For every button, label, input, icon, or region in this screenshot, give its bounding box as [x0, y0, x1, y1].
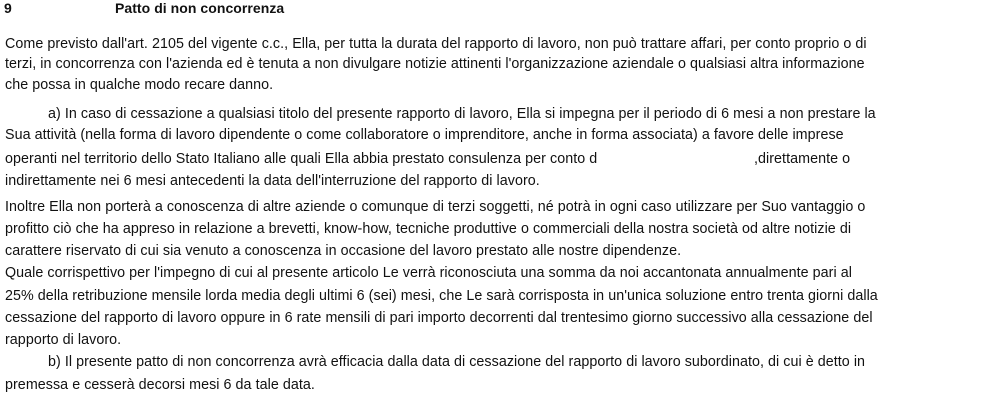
- clause-a-line-2: Sua attività (nella forma di lavoro dipendente o come collaboratore o imprenditore, anche in forma associata) a favore delle imprese: [5, 127, 844, 143]
- clause-a-line-1: a) In caso di cessazione a qualsiasi titolo del presente rapporto di lavoro, Ella si impegna per il periodo di 6 mesi a non prestare la: [48, 106, 876, 122]
- intro-line-1: Come previsto dall'art. 2105 del vigente c.c., Ella, per tutta la durata del rapporto di lavoro, non può trattare affari, per conto proprio o di: [5, 36, 867, 52]
- clause-b-line-2: premessa e cesserà decorsi mesi 6 da tale data.: [5, 377, 315, 393]
- confidentiality-line-1: Inoltre Ella non porterà a conoscenza di altre aziende o comunque di terzi soggetti, né potrà in ogni caso utilizzare per Suo vantaggio o: [5, 199, 866, 215]
- clause-a-line-3-left: operanti nel territorio dello Stato Italiano alle quali Ella abbia prestato consulenza per conto d: [5, 151, 598, 167]
- compensation-line-1: Quale corrispettivo per l'impegno di cui al presente articolo Le verrà riconosciuta una somma da noi accantonata annualmente pari al: [5, 265, 852, 281]
- confidentiality-line-2: profitto ciò che ha appreso in relazione a brevetti, know-how, tecniche produttive o commerciali della nostra società od altre notizie di: [5, 221, 852, 237]
- section-number: 9: [4, 0, 12, 16]
- confidentiality-line-3: carattere riservato di cui sia venuto a conoscenza in occasione del lavoro prestato alle nostre dipendenze.: [5, 243, 682, 259]
- intro-line-3: che possa in qualche modo recare danno.: [5, 77, 274, 93]
- clause-a-line-3-right: ,direttamente o: [754, 151, 851, 167]
- intro-line-2: terzi, in concorrenza con l'azienda ed è tenuta a non divulgare notizie attinenti l'organizzazione aziendale o qualsiasi altra informazione: [5, 56, 865, 72]
- section-title: Patto di non concorrenza: [115, 0, 285, 16]
- compensation-line-2: 25% della retribuzione mensile lorda media degli ultimi 6 (sei) mesi, che Le sarà corrisposta in un'unica soluzione entro trenta giorni dalla: [5, 288, 878, 304]
- clause-b-line-1: b) Il presente patto di non concorrenza avrà efficacia dalla data di cessazione del rapporto di lavoro subordinato, di cui è detto in: [48, 354, 866, 370]
- compensation-line-4: rapporto di lavoro.: [5, 332, 122, 348]
- clause-a-line-4: indirettamente nei 6 mesi antecedenti la data dell'interruzione del rapporto di lavoro.: [5, 173, 540, 189]
- compensation-line-3: cessazione del rapporto di lavoro oppure in 6 rate mensili di pari importo decorrenti dal trentesimo giorno successivo alla cessazione del: [5, 310, 873, 326]
